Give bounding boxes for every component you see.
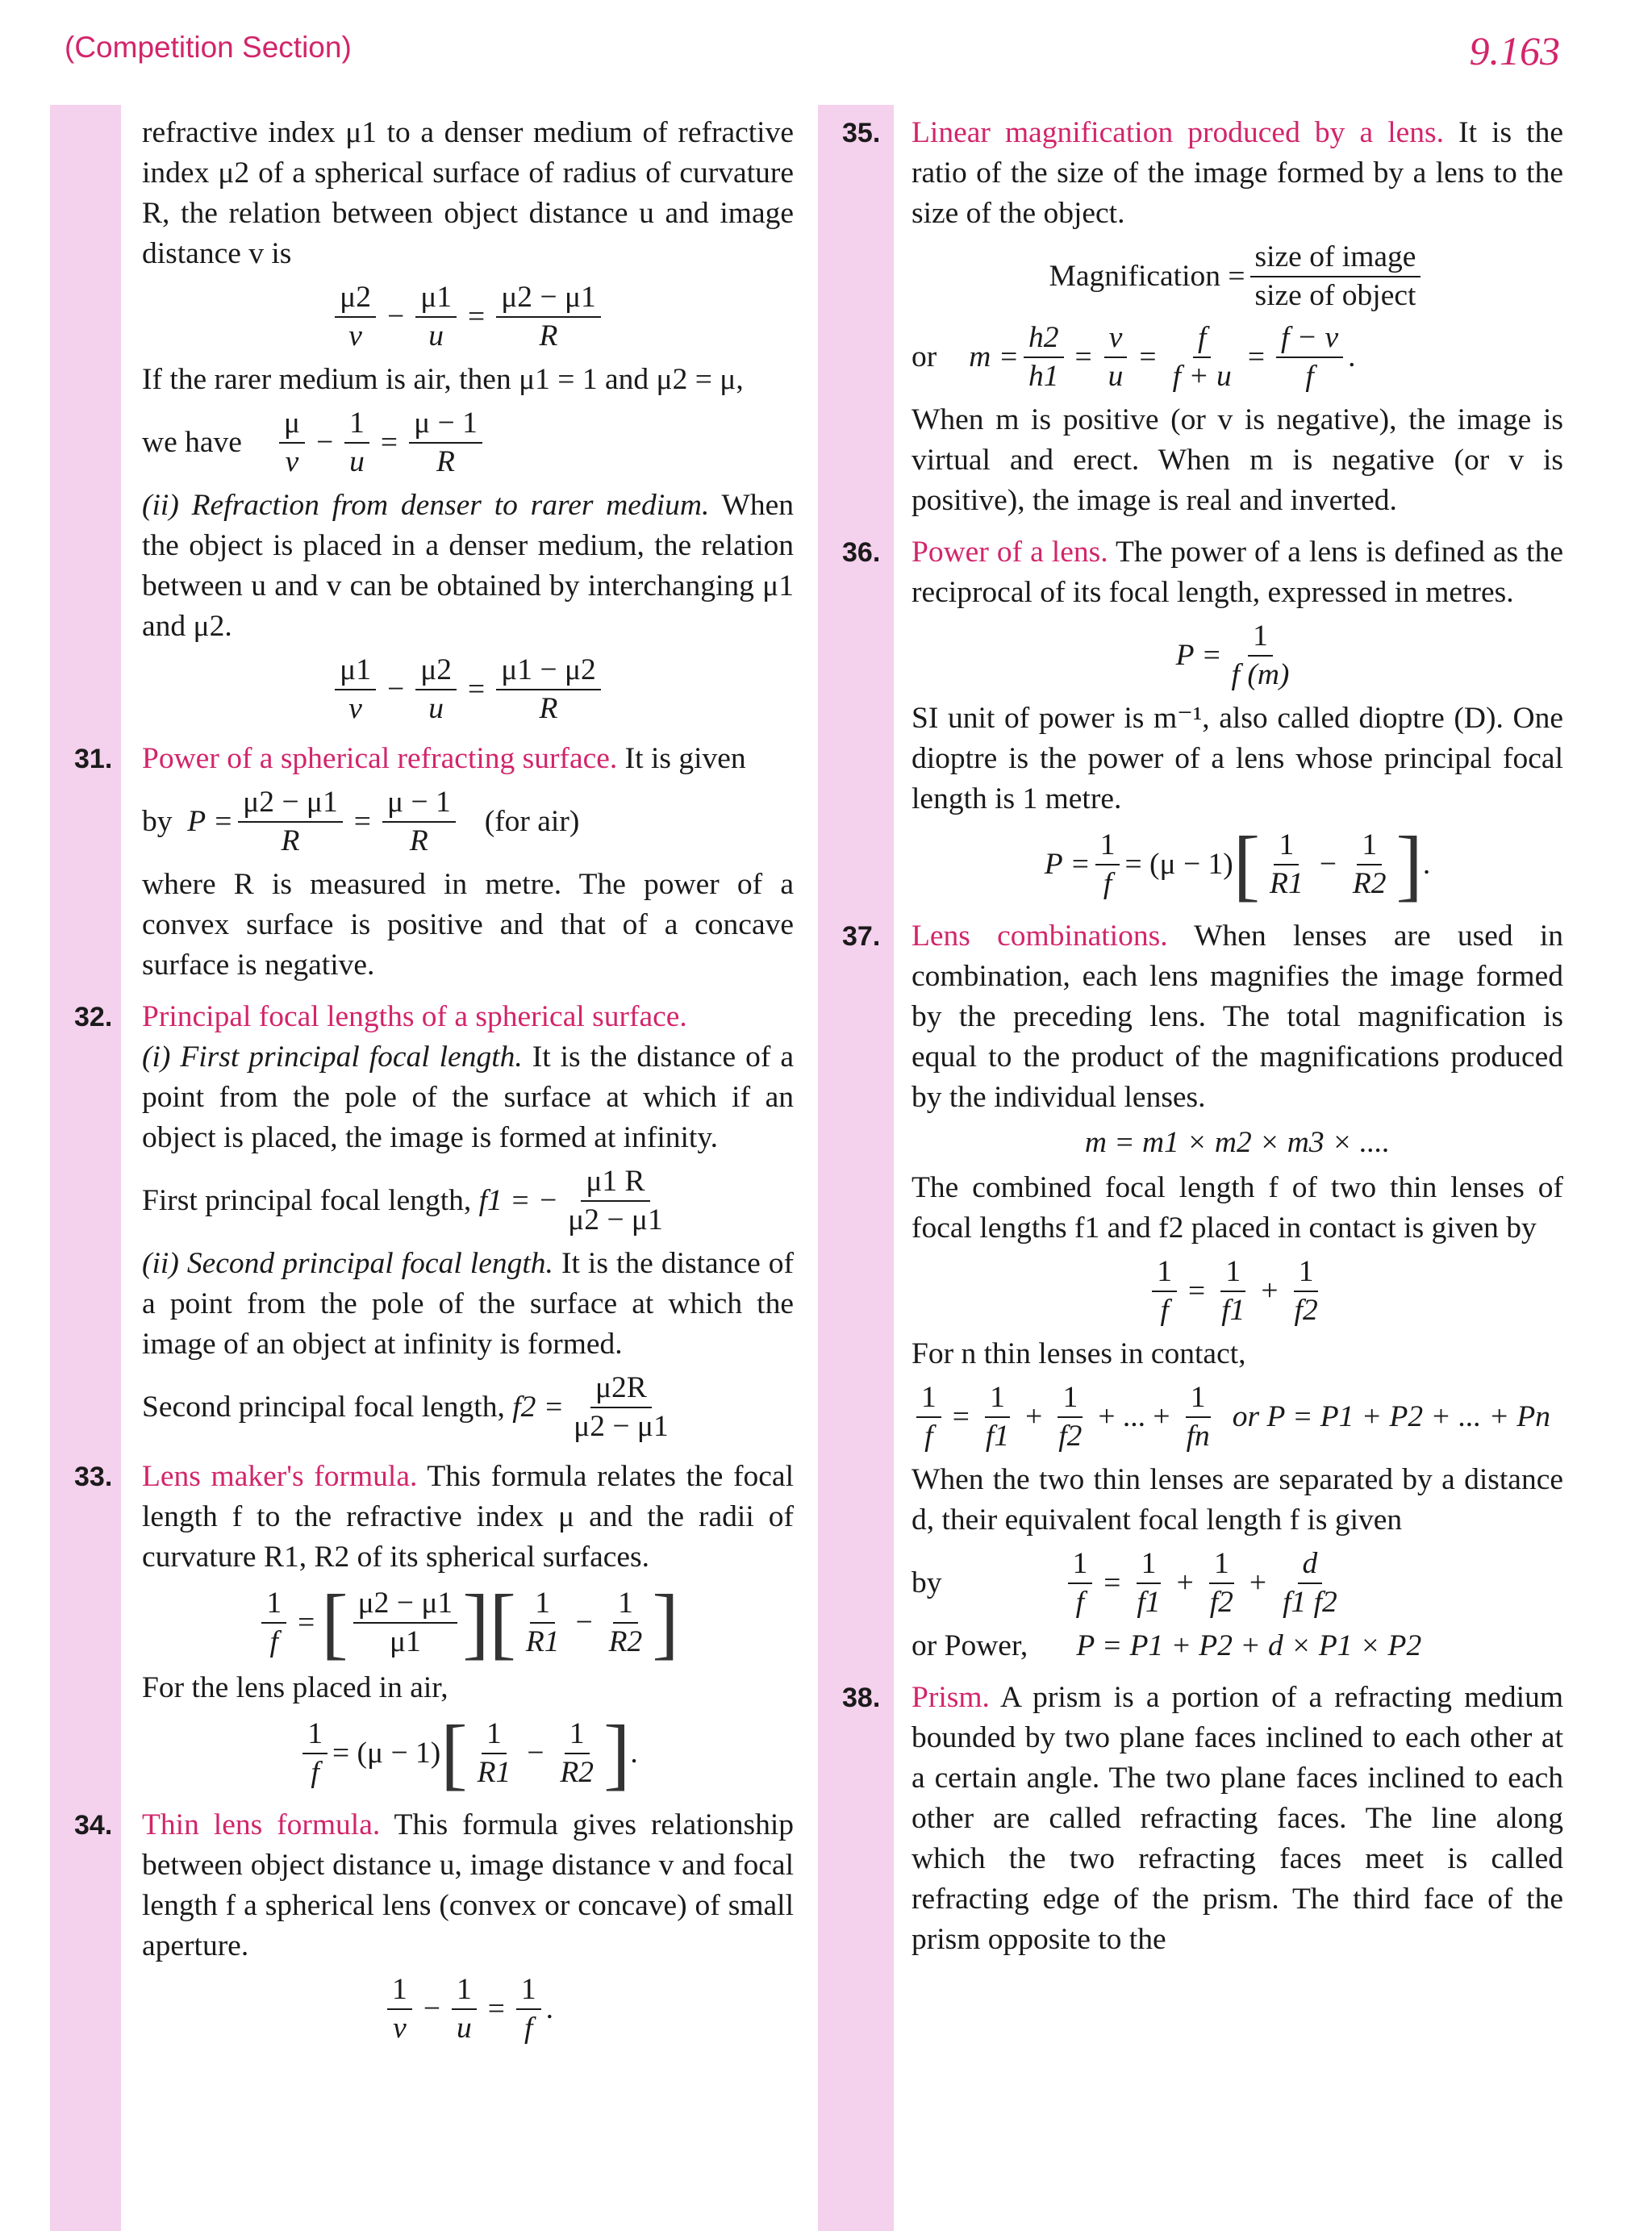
second-focal-equation: Second principal focal length, f2 = $\frac{\mu 2R}{\mu 2 - \mu 1}$ bbox=[142, 1371, 669, 1443]
item-number: 37. bbox=[842, 921, 881, 952]
separated-power-equation: or Power, P = P1 + P2 + d × P1 × P2 bbox=[912, 1629, 1422, 1662]
right-column bbox=[842, 113, 1564, 1960]
thin-lens-equation: $\frac{1}{v}$ − $\frac{1}{u}$ = $\frac{1}{f}$ . bbox=[142, 1971, 794, 2047]
item-38: 38. Prism. A prism is a portion of a refracting medium bounded by two plane faces inclined to each other at a certain angle. The two plane faces inclined to each other are called refracting faces. The line along which the two refracting faces meet is called refracting edge of the prism. The third face of the prism opposite to the bbox=[912, 1678, 1563, 1960]
item-heading: Power of a spherical refracting surface. bbox=[142, 742, 618, 775]
item-number: 36. bbox=[842, 537, 881, 568]
denser-paragraph: (ii) Refraction from denser to rarer medium. When the object is placed in a denser medium, the relation between u and v can be obtained by interchanging μ1 and μ2. bbox=[142, 489, 795, 643]
item-35: 35. Linear magnification produced by a lens. It is the ratio of the size of the image formed by a lens to the size of the object. Magnification = $\frac{\text{size of image}}{\text{size of object}}$ or m = $\frac{h2}{h1}$ = $\frac{v}{u}$ = $\frac{f}{f + u}$ = $\frac{f - v}{f}$ . When m is positive (or v is negative), the image is virtual and erect. When m is negative (or v is positive), the image is real and inverted. bbox=[912, 113, 1563, 521]
item-number: 33. bbox=[74, 1462, 113, 1492]
separated-lenses-equation: by $\frac{1}{f}$ = $\frac{1}{f1}$ + $\frac{1}{f2}$ + $\frac{d}{f1 f2}$ bbox=[912, 1547, 1337, 1619]
air-paragraph: If the rarer medium is air, then μ1 = 1 and μ2 = μ, bbox=[142, 363, 744, 396]
item-heading: Principal focal lengths of a spherical surface. bbox=[142, 1000, 687, 1033]
first-focal-equation: First principal focal length, f1 = − $\frac{\mu 1 R}{\mu 2 - \mu 1}$ bbox=[142, 1165, 663, 1236]
right-margin-band bbox=[818, 105, 894, 2231]
lens-air-equation: $\frac{1}{f}$ = (μ − 1) [ $\frac{1}{R1}$ − $\frac{1}{R2}$ ] . bbox=[142, 1713, 794, 1794]
denser-equation: $\frac{\mu 1}{v}$ − $\frac{\mu 2}{u}$ = $\frac{\mu 1 - \mu 2}{R}$ bbox=[142, 652, 794, 728]
item-number: 35. bbox=[842, 118, 881, 148]
item-31: 31. Power of a spherical refracting surface. It is given by P = $\frac{\mu 2 - \mu 1}{R}$ = $\frac{\mu - 1}{R}$ (for air) where R is measured in metre. The power of a convex surface is positive and that of a concave surface is negative. bbox=[142, 739, 794, 986]
air-equation: we have $\frac{\mu}{v}$ − $\frac{1}{u}$ = $\frac{\mu - 1}{R}$ bbox=[142, 405, 794, 481]
n-lenses-equation: $\frac{1}{f}$ = $\frac{1}{f1}$ + $\frac{1}{f2}$ + ... + $\frac{1}{fn}$ or P = P1 + P2 + ... + Pn bbox=[912, 1379, 1563, 1455]
item-number: 38. bbox=[842, 1683, 881, 1713]
item-heading: Power of a lens. bbox=[912, 536, 1108, 569]
power-lens-equation: P = $\frac{1}{f}$ = (μ − 1) [ $\frac{1}{R1}$ − $\frac{1}{R2}$ ] . bbox=[1044, 819, 1431, 909]
item-heading: Lens maker's formula. bbox=[142, 1460, 418, 1493]
refraction-equation: $\frac{\mu 2}{v}$ − $\frac{\mu 1}{u}$ = $\frac{\mu 2 - \mu 1}{R}$ bbox=[142, 279, 794, 355]
magnification-definition: Magnification = $\frac{\text{size of image}}{\text{size of object}}$ bbox=[912, 239, 1563, 315]
magnification-equation: or m = $\frac{h2}{h1}$ = $\frac{v}{u}$ = $\frac{f}{f + u}$ = $\frac{f - v}{f}$ . bbox=[912, 321, 1356, 393]
item-heading: Linear magnification produced by a lens. bbox=[912, 116, 1444, 149]
item-heading: Prism. bbox=[912, 1681, 990, 1714]
item-36: 36. Power of a lens. The power of a lens is defined as the reciprocal of its focal length, expressed in metres. P = $\frac{1}{f (m)}$ SI unit of power is m⁻¹, also called dioptre (D). One dioptre is the power of a lens whose principal focal length is 1 metre. P = $\frac{1}{f}$ = (μ − 1) [ $\frac{1}{R1}$ − $\frac{1}{R2}$ ] . bbox=[912, 532, 1563, 905]
lens-maker-equation: $\frac{1}{f}$ = [ $\frac{\mu 2 - \mu 1}{\mu 1}$ ] [ $\frac{1}{R1}$ − $\frac{1}{R2}$ ] bbox=[142, 1583, 794, 1663]
power-equation: P = $\frac{1}{f (m)}$ bbox=[1175, 619, 1290, 691]
item-37: 37. Lens combinations. When lenses are used in combination, each lens magnifies the image formed by the preceding lens. The total magnification is equal to the product of the magnifications produced by the individual lenses. m = m1 × m2 × m3 × .... The combined focal length f of two thin lenses of focal lengths f1 and f2 placed in contact is given by $\frac{1}{f}$ = $\frac{1}{f1}$ + $\frac{1}{f2}$ For n thin lenses in contact, $\frac{1}{f}$ = $\frac{1}{f1}$ + $\frac{1}{f2}$ + ... + $\frac{1}{fn}$ or P = P1 + P2 + ... + Pn When the two thin lenses are separated by a distance d, their equivalent focal length f is given by $\frac{1}{f}$ = $\frac{1}{f1}$ + $\frac{1}{f2}$ + $\frac{d}{f1 f2}$ or Power, P = P1 + P2 + d × P1 × P2 bbox=[912, 916, 1563, 1666]
item-33: 33. Lens maker's formula. This formula relates the focal length f to the refractive index μ and the radii of curvature R1, R2 of its spherical surfaces. $\frac{1}{f}$ = [ $\frac{\mu 2 - \mu 1}{\mu 1}$ ] [ $\frac{1}{R1}$ − $\frac{1}{R2}$ ] For the lens placed in air, $\frac{1}{f}$ = (μ − 1) [ $\frac{1}{R1}$ − $\frac{1}{R2}$ ] . bbox=[142, 1457, 794, 1794]
item-heading: Lens combinations. bbox=[912, 920, 1168, 953]
item-34: 34. Thin lens formula. This formula gives relationship between object distance u, image distance v and focal length f a spherical lens (convex or concave) of small aperture. $\frac{1}{v}$ − $\frac{1}{u}$ = $\frac{1}{f}$ . bbox=[142, 1805, 794, 2047]
item-number: 31. bbox=[74, 744, 113, 774]
item-number: 34. bbox=[74, 1810, 113, 1841]
item-32: 32. Principal focal lengths of a spherical surface. (i) First principal focal length. It is the distance of a point from the pole of the surface at which if an object is placed, the image is formed at infinity. First principal focal length, f1 = − $\frac{\mu 1 R}{\mu 2 - \mu 1}$ (ii) Second principal focal length. It is the distance of a point from the pole of the surface at which the image of an object at infinity is formed. Second principal focal length, f2 = $\frac{\mu 2R}{\mu 2 - \mu 1}$ bbox=[142, 997, 794, 1445]
section-header: (Competition Section) bbox=[65, 31, 352, 64]
item-heading: Thin lens formula. bbox=[142, 1808, 381, 1841]
left-margin-band bbox=[50, 105, 121, 2231]
item-number: 32. bbox=[74, 1002, 113, 1032]
intro-paragraph: refractive index μ1 to a denser medium of refractive index μ2 of a spherical surface of radius of curvature R, the relation between object distance u and image distance v is bbox=[142, 116, 794, 270]
page-number: 9.163 bbox=[1469, 28, 1560, 73]
left-column bbox=[74, 113, 795, 2052]
combined-focal-equation: $\frac{1}{f}$ = $\frac{1}{f1}$ + $\frac{1}{f2}$ bbox=[912, 1253, 1563, 1329]
power-surface-equation: by P = $\frac{\mu 2 - \mu 1}{R}$ = $\frac{\mu - 1}{R}$ (for air) bbox=[142, 786, 580, 857]
total-magnification-equation: m = m1 × m2 × m3 × .... bbox=[1084, 1126, 1391, 1159]
